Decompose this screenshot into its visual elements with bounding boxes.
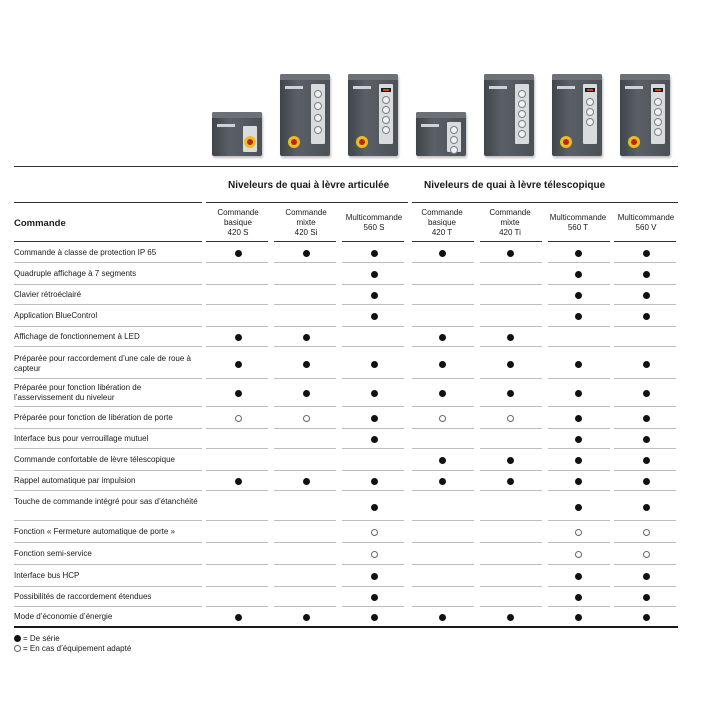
row-divider-col-3 [412,378,474,379]
row-label: Interface bus HCP [14,571,80,580]
row-divider-label [14,448,202,449]
standard-dot-icon [371,614,378,621]
row-divider-col-1 [274,520,336,521]
row-label: Préparée pour fonction de libération de porte [14,413,173,422]
standard-dot-icon [371,313,378,320]
row-divider-col-6 [614,448,676,449]
standard-dot-icon [575,271,582,278]
row-divider-col-3 [412,520,474,521]
row-divider-col-4 [480,542,542,543]
standard-dot-icon [575,504,582,511]
group-title-articulated: Niveleurs de quai à lèvre articulée [228,180,390,191]
column-header-line1: Multicommande [345,213,403,222]
row-divider-col-5 [548,520,610,521]
optional-circle-icon [235,415,242,422]
optional-circle-icon [575,551,582,558]
row-divider-col-5 [548,470,610,471]
row-divider-col-3 [412,304,474,305]
row-divider-col-6 [614,470,676,471]
header-bottom-rule-col-6 [614,241,676,242]
row-divider-col-4 [480,606,542,607]
standard-dot-icon [235,250,242,257]
standard-dot-icon [371,504,378,511]
row-divider-col-0 [206,606,268,607]
row-divider-label [14,542,202,543]
row-divider-col-1 [274,346,336,347]
row-divider-col-3 [412,406,474,407]
row-divider-col-1 [274,564,336,565]
row-divider-col-6 [614,564,676,565]
standard-dot-icon [371,250,378,257]
column-header-line2: basique [427,218,457,227]
row-divider-col-2 [342,262,404,263]
row-divider-col-3 [412,284,474,285]
row-divider-col-6 [614,606,676,607]
row-label: Commande confortable de lèvre télescopique [14,455,175,464]
row-divider-col-2 [342,378,404,379]
standard-dot-icon [643,415,650,422]
row-divider-col-2 [342,346,404,347]
row-divider-col-4 [480,448,542,449]
column-header-2 [340,213,408,233]
row-divider-col-3 [412,606,474,607]
optional-circle-icon [507,415,514,422]
row-label: Possibilités de raccordement étendues [14,592,152,601]
product-420s-image [212,112,262,156]
standard-dot-icon [439,250,446,257]
row-divider-label [14,564,202,565]
row-divider-col-3 [412,326,474,327]
standard-dot-icon [371,436,378,443]
legend-optional-text: = En cas d’équipement adapté [23,644,132,653]
standard-dot-icon [235,478,242,485]
standard-dot-icon [371,390,378,397]
row-divider-col-0 [206,542,268,543]
row-divider-col-5 [548,346,610,347]
standard-dot-icon [575,478,582,485]
group-rule-articulated [206,202,408,203]
optional-circle-icon [14,645,21,652]
row-divider-col-4 [480,428,542,429]
row-label: Interface bus pour verrouillage mutuel [14,434,149,443]
row-divider-col-4 [480,304,542,305]
standard-dot-icon [303,334,310,341]
row-divider-col-0 [206,284,268,285]
row-label: Quadruple affichage à 7 segments [14,269,137,278]
row-divider-label [14,326,202,327]
row-divider-col-4 [480,520,542,521]
row-divider-col-2 [342,428,404,429]
table-bottom-rule [14,626,678,628]
product-images [0,0,720,165]
row-divider-col-6 [614,542,676,543]
row-divider-col-1 [274,284,336,285]
row-divider-label [14,304,202,305]
row-divider-col-2 [342,406,404,407]
row-divider-col-1 [274,262,336,263]
row-divider-col-0 [206,586,268,587]
row-label: Application BlueControl [14,311,98,320]
row-divider-col-6 [614,346,676,347]
row-divider-label [14,428,202,429]
standard-dot-icon [643,250,650,257]
row-label: Clavier rétroéclairé [14,290,82,299]
row-divider-col-3 [412,564,474,565]
row-divider-col-4 [480,490,542,491]
row-divider-col-2 [342,326,404,327]
optional-circle-icon [371,529,378,536]
row-label: Affichage de fonctionnement à LED [14,332,140,341]
row-divider-col-1 [274,542,336,543]
row-divider-col-0 [206,304,268,305]
row-divider-col-4 [480,326,542,327]
row-divider-col-2 [342,284,404,285]
row-divider-col-6 [614,326,676,327]
column-header-line1: Commande [217,208,259,217]
column-header-5 [544,213,612,233]
row-divider-col-2 [342,564,404,565]
row-divider-col-0 [206,262,268,263]
standard-dot-icon [371,478,378,485]
row-divider-col-4 [480,470,542,471]
row-divider-col-6 [614,406,676,407]
row-divider-col-5 [548,284,610,285]
standard-dot-icon [643,478,650,485]
row-divider-label [14,470,202,471]
standard-dot-icon [507,250,514,257]
row-divider-col-5 [548,586,610,587]
standard-dot-icon [575,614,582,621]
row-divider-col-4 [480,262,542,263]
standard-dot-icon [643,504,650,511]
row-divider-col-4 [480,586,542,587]
standard-dot-icon [643,390,650,397]
group-title-telescopic: Niveleurs de quai à lèvre télescopique [424,180,606,191]
standard-dot-icon [235,361,242,368]
row-divider-col-6 [614,428,676,429]
row-divider-col-2 [342,490,404,491]
standard-dot-icon [643,436,650,443]
standard-dot-icon [507,361,514,368]
row-divider-col-0 [206,448,268,449]
row-divider-col-0 [206,520,268,521]
product-420ti-image [484,74,534,156]
row-divider-label [14,378,202,379]
standard-dot-icon [643,614,650,621]
row-divider-col-0 [206,326,268,327]
standard-dot-icon [575,313,582,320]
standard-dot-icon [371,271,378,278]
optional-circle-icon [575,529,582,536]
row-divider-col-3 [412,490,474,491]
group-rule-telescopic [412,202,678,203]
standard-dot-icon [575,457,582,464]
column-header-0 [204,208,272,238]
row-divider-col-6 [614,304,676,305]
product-420si-image [280,74,330,156]
optional-circle-icon [371,551,378,558]
standard-dot-icon [439,361,446,368]
row-label: Rappel automatique par impulsion [14,476,136,485]
standard-dot-icon [439,457,446,464]
header-bottom-rule-col-4 [480,241,542,242]
row-divider-col-2 [342,542,404,543]
column-header-line3: 420 S [227,228,249,237]
row-divider-col-2 [342,448,404,449]
row-label: Fonction semi-service [14,549,92,558]
row-divider-col-6 [614,586,676,587]
row-divider-col-0 [206,564,268,565]
standard-dot-icon [575,436,582,443]
row-divider-col-5 [548,428,610,429]
standard-dot-icon [507,334,514,341]
column-header-4 [476,208,544,238]
row-divider-col-1 [274,490,336,491]
header-top-rule [14,166,678,167]
standard-dot-icon [303,478,310,485]
standard-dot-icon [575,361,582,368]
row-divider-col-1 [274,586,336,587]
standard-dot-icon [575,415,582,422]
column-header-line1: Commande [285,208,327,217]
standard-dot-icon [303,250,310,257]
column-header-line2: 560 T [567,223,589,232]
column-header-line1: Multicommande [549,213,607,222]
standard-dot-icon [575,573,582,580]
standard-dot-icon [303,361,310,368]
row-divider-label [14,346,202,347]
row-divider-col-6 [614,490,676,491]
optional-circle-icon [439,415,446,422]
row-divider-col-3 [412,262,474,263]
column-header-line2: basique [223,218,253,227]
row-divider-col-3 [412,346,474,347]
row-divider-col-0 [206,346,268,347]
standard-dot-icon [507,390,514,397]
standard-dot-icon [575,250,582,257]
product-420t-image [416,112,466,156]
row-divider-col-1 [274,406,336,407]
standard-dot-icon [439,614,446,621]
row-divider-col-3 [412,470,474,471]
header-bottom-rule-col-2 [342,241,404,242]
row-divider-col-2 [342,586,404,587]
row-divider-col-2 [342,520,404,521]
row-divider-col-1 [274,378,336,379]
row-divider-col-5 [548,406,610,407]
standard-dot-icon [643,271,650,278]
column-header-line1: Commande [421,208,463,217]
row-label: Touche de commande intégré pour sas d’étanchéité [14,497,198,506]
row-divider-col-5 [548,490,610,491]
row-divider-col-3 [412,428,474,429]
standard-dot-icon [14,635,21,642]
header-bottom-rule-col-5 [548,241,610,242]
row-divider-label [14,586,202,587]
standard-dot-icon [507,457,514,464]
standard-dot-icon [439,334,446,341]
row-divider-col-4 [480,406,542,407]
legend-standard [14,634,60,644]
row-divider-col-6 [614,378,676,379]
row-divider-col-4 [480,378,542,379]
header-bottom-rule-col-0 [206,241,268,242]
standard-dot-icon [575,594,582,601]
row-divider-col-6 [614,262,676,263]
legend-optional [14,644,131,654]
row-divider-col-5 [548,304,610,305]
row-divider-col-0 [206,406,268,407]
row-divider-label [14,406,202,407]
standard-dot-icon [643,457,650,464]
row-divider-col-5 [548,542,610,543]
standard-dot-icon [371,361,378,368]
standard-dot-icon [439,390,446,397]
row-divider-col-0 [206,378,268,379]
row-divider-col-1 [274,428,336,429]
standard-dot-icon [303,390,310,397]
column-header-1 [272,208,340,238]
standard-dot-icon [507,478,514,485]
row-divider-label [14,262,202,263]
product-560v-image [620,74,670,156]
row-divider-col-1 [274,606,336,607]
row-divider-label [14,606,202,607]
row-divider-label [14,490,202,491]
standard-dot-icon [371,415,378,422]
row-divider-col-4 [480,564,542,565]
standard-dot-icon [643,361,650,368]
standard-dot-icon [507,614,514,621]
row-divider-col-2 [342,304,404,305]
standard-dot-icon [235,390,242,397]
row-divider-col-2 [342,606,404,607]
standard-dot-icon [235,334,242,341]
commande-column-label: Commande [14,218,66,229]
standard-dot-icon [235,614,242,621]
commande-rule-left [14,202,202,203]
standard-dot-icon [371,292,378,299]
standard-dot-icon [643,573,650,580]
row-divider-col-0 [206,490,268,491]
column-header-line2: mixte [500,218,520,227]
column-header-line3: 420 Si [294,228,318,237]
row-divider-col-4 [480,284,542,285]
row-divider-col-2 [342,470,404,471]
optional-circle-icon [303,415,310,422]
standard-dot-icon [575,390,582,397]
row-divider-col-5 [548,606,610,607]
row-divider-col-0 [206,428,268,429]
column-header-line1: Multicommande [617,213,675,222]
row-divider-col-3 [412,586,474,587]
column-header-line1: Commande [489,208,531,217]
column-header-line2: mixte [296,218,316,227]
column-header-line2: 560 V [635,223,657,232]
standard-dot-icon [643,313,650,320]
standard-dot-icon [643,594,650,601]
header-bottom-rule-col-3 [412,241,474,242]
row-divider-label [14,520,202,521]
column-header-line3: 420 Ti [499,228,521,237]
row-divider-col-5 [548,326,610,327]
column-header-line3: 420 T [431,228,453,237]
row-divider-label [14,284,202,285]
row-divider-col-3 [412,448,474,449]
row-label: Fonction « Fermeture automatique de porte » [14,527,175,536]
product-560s-image [348,74,398,156]
row-divider-col-1 [274,326,336,327]
column-header-line2: 560 S [363,223,385,232]
row-divider-col-6 [614,284,676,285]
row-divider-col-3 [412,542,474,543]
column-header-3 [408,208,476,238]
row-label: Préparée pour fonction libération de l’asservissement du niveleur [14,383,142,402]
row-divider-col-5 [548,448,610,449]
standard-dot-icon [643,292,650,299]
row-label: Préparée pour raccordement d’une cale de roue à capteur [14,354,191,373]
standard-dot-icon [439,478,446,485]
row-divider-col-5 [548,262,610,263]
standard-dot-icon [371,594,378,601]
row-divider-col-0 [206,470,268,471]
row-divider-col-6 [614,520,676,521]
standard-dot-icon [575,292,582,299]
header-bottom-rule-col-1 [274,241,336,242]
row-divider-col-4 [480,346,542,347]
optional-circle-icon [643,551,650,558]
standard-dot-icon [371,573,378,580]
row-divider-col-5 [548,564,610,565]
header-bottom-rule-label [14,241,202,242]
row-label: Commande à classe de protection IP 65 [14,248,157,257]
row-label: Mode d’économie d’énergie [14,612,113,621]
standard-dot-icon [303,614,310,621]
row-divider-col-1 [274,470,336,471]
product-560t-image [552,74,602,156]
row-divider-col-5 [548,378,610,379]
row-divider-col-1 [274,448,336,449]
legend-standard-text: = De série [23,634,60,643]
row-divider-col-1 [274,304,336,305]
optional-circle-icon [643,529,650,536]
column-header-6 [612,213,680,233]
